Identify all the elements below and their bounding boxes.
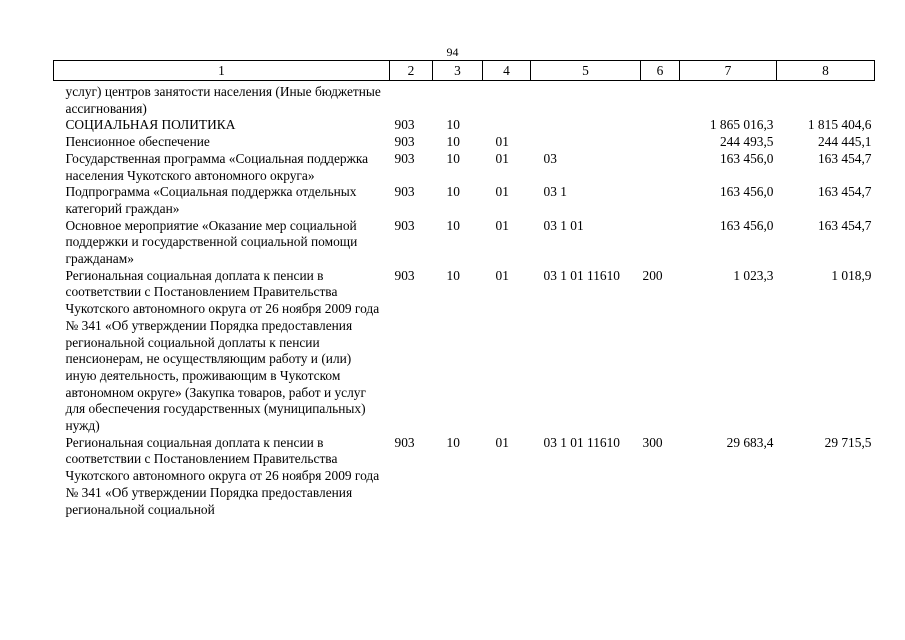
row-sum-2: 163 454,7 xyxy=(817,184,872,200)
row-sum-2 xyxy=(777,81,875,118)
row-cs xyxy=(531,117,641,134)
row-sum-2: 1 018,9 xyxy=(831,267,872,283)
header-col-4: 4 xyxy=(483,61,531,81)
row-vr xyxy=(641,81,680,118)
table-row xyxy=(54,117,875,134)
row-name: Региональная социальная доплата к пенсии в соответствии с Постановлением Правительства Чукотского автономного округа от 26 ноября 2009 года № 341 «Об утверждении Порядка предоставления региональной социальной xyxy=(65,434,380,517)
row-rz: 10 xyxy=(446,434,460,450)
row-cs: 03 1 xyxy=(543,184,567,200)
row-pr: 01 xyxy=(495,184,509,200)
row-sum-1: 244 493,5 xyxy=(719,134,774,150)
table-row xyxy=(54,218,875,268)
row-gr: 903 xyxy=(394,434,415,450)
row-vr: 300 xyxy=(642,434,663,450)
row-gr: 903 xyxy=(394,217,415,233)
row-cs xyxy=(531,81,641,118)
row-name: услуг) центров занятости населения (Иные бюджетные ассигнования) xyxy=(65,84,381,116)
row-vr xyxy=(641,151,680,184)
row-name: Государственная программа «Социальная поддержка населения Чукотского автономного округа» xyxy=(65,150,369,183)
table-header xyxy=(54,61,875,81)
row-sum-1: 1 023,3 xyxy=(733,267,774,283)
row-rz: 10 xyxy=(446,150,460,166)
table-row xyxy=(54,134,875,151)
row-sum-2: 1 815 404,6 xyxy=(807,117,872,133)
row-cs: 03 xyxy=(543,150,557,166)
row-rz: 10 xyxy=(446,134,460,150)
row-sum-1: 163 456,0 xyxy=(719,217,774,233)
row-sum-2: 163 454,7 xyxy=(817,217,872,233)
header-col-7: 7 xyxy=(680,61,777,81)
row-cs: 03 1 01 11610 xyxy=(543,434,620,450)
row-rz: 10 xyxy=(446,184,460,200)
row-sum-1: 163 456,0 xyxy=(719,150,774,166)
row-cs: 03 1 01 11610 xyxy=(543,267,620,283)
table-row xyxy=(54,268,875,435)
row-pr: 01 xyxy=(495,267,509,283)
header-col-2: 2 xyxy=(390,61,433,81)
row-rz: 10 xyxy=(446,267,460,283)
row-vr xyxy=(641,184,680,217)
table-row xyxy=(54,81,875,118)
row-sum-1: 163 456,0 xyxy=(719,184,774,200)
row-gr xyxy=(390,81,433,118)
row-sum-2: 163 454,7 xyxy=(817,150,872,166)
row-name: Региональная социальная доплата к пенсии в соответствии с Постановлением Правительства Чукотского автономного округа от 26 ноября 2009 года № 341 «Об утверждении Порядка предоставления региональной социальной доплаты к пенсии пенсионерам, не осуществляющим работу и (или) иную деятельность, проживающим в Чукотском автономном округе» (Закупка товаров, работ и услуг для обеспечения государственных (муниципальных) нужд) xyxy=(65,267,380,434)
row-cs xyxy=(531,134,641,151)
table-row xyxy=(54,435,875,519)
header-col-6: 6 xyxy=(641,61,680,81)
row-rz: 10 xyxy=(446,217,460,233)
row-sum-1 xyxy=(680,81,777,118)
table-body xyxy=(54,81,875,519)
header-row xyxy=(54,61,875,81)
table-row xyxy=(54,184,875,217)
header-col-1: 1 xyxy=(54,61,390,81)
header-col-3: 3 xyxy=(433,61,483,81)
row-pr: 01 xyxy=(495,217,509,233)
budget-table xyxy=(53,60,875,518)
row-gr: 903 xyxy=(394,150,415,166)
row-rz xyxy=(433,81,483,118)
row-sum-1: 1 865 016,3 xyxy=(709,117,774,133)
row-pr xyxy=(483,117,531,134)
row-name: СОЦИАЛЬНАЯ ПОЛИТИКА xyxy=(65,117,236,133)
row-gr: 903 xyxy=(394,117,415,133)
row-pr: 01 xyxy=(495,150,509,166)
row-gr: 903 xyxy=(394,267,415,283)
row-gr: 903 xyxy=(394,184,415,200)
row-vr xyxy=(641,117,680,134)
row-sum-2: 244 445,1 xyxy=(817,134,872,150)
header-col-8: 8 xyxy=(777,61,875,81)
row-name: Подпрограмма «Социальная поддержка отдельных категорий граждан» xyxy=(65,184,357,216)
row-vr xyxy=(641,134,680,151)
header-col-5: 5 xyxy=(531,61,641,81)
row-gr: 903 xyxy=(394,134,415,150)
row-name: Основное мероприятие «Оказание мер социальной поддержки и государственной социальной помощи гражданам» xyxy=(65,217,358,267)
row-cs: 03 1 01 xyxy=(543,217,584,233)
row-sum-2: 29 715,5 xyxy=(824,434,872,450)
row-pr xyxy=(483,81,531,118)
row-sum-1: 29 683,4 xyxy=(726,434,774,450)
row-pr: 01 xyxy=(495,434,509,450)
row-name: Пенсионное обеспечение xyxy=(65,134,210,150)
table-row xyxy=(54,151,875,184)
row-rz: 10 xyxy=(446,117,460,133)
row-pr: 01 xyxy=(495,134,509,150)
row-vr: 200 xyxy=(642,267,663,283)
page-number: 94 xyxy=(446,45,459,59)
row-vr xyxy=(641,218,680,268)
